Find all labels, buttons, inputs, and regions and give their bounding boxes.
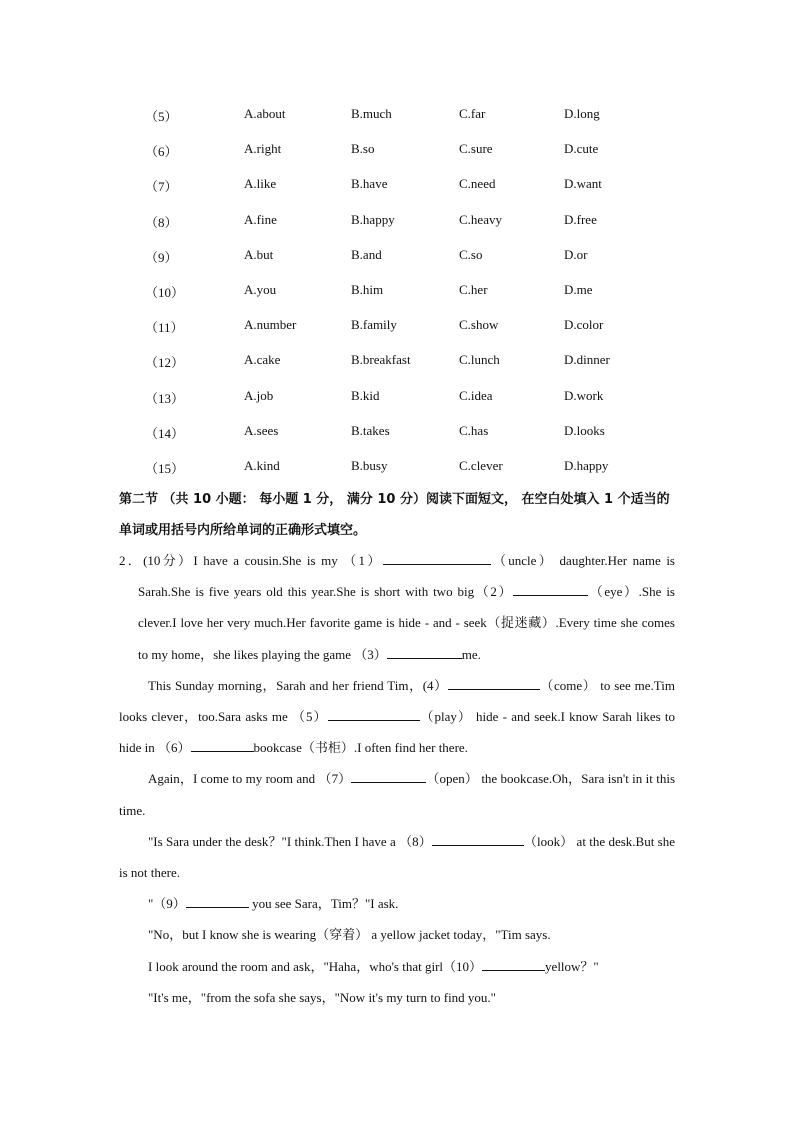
question-number: （6）	[145, 144, 178, 160]
answer-blank-8[interactable]	[432, 831, 524, 846]
answer-blank-1[interactable]	[383, 550, 491, 565]
choice-b[interactable]: B.him	[351, 281, 384, 297]
question-number: （14）	[145, 425, 185, 441]
question-number: （10）	[145, 284, 185, 300]
option-row	[0, 416, 794, 451]
answer-blank-6[interactable]	[191, 737, 254, 752]
choice-c[interactable]: C.show	[459, 317, 499, 333]
question-number: （9）	[145, 249, 178, 265]
choice-c[interactable]: C.her	[459, 281, 488, 297]
choice-d[interactable]: D.free	[564, 211, 597, 227]
choice-c[interactable]: C.clever	[459, 457, 503, 473]
answer-blank-10[interactable]	[482, 956, 545, 971]
choice-a[interactable]: A.like	[244, 176, 277, 192]
choice-d[interactable]: D.color	[564, 317, 604, 333]
choice-a[interactable]: A.fine	[244, 211, 277, 227]
answer-blank-9[interactable]	[186, 893, 249, 908]
choice-a[interactable]: A.sees	[244, 422, 279, 438]
choice-b[interactable]: B.breakfast	[351, 352, 411, 368]
option-row	[0, 99, 794, 134]
choice-b[interactable]: B.have	[351, 176, 388, 192]
choice-b[interactable]: B.busy	[351, 457, 388, 473]
choice-a[interactable]: A.you	[244, 281, 277, 297]
answer-blank-4[interactable]	[448, 675, 540, 690]
option-row	[0, 134, 794, 169]
question-number: （12）	[145, 355, 185, 371]
option-row	[0, 169, 794, 204]
passage-paragraph-5: "（9） you see Sara，Tim？"I ask.	[119, 888, 675, 919]
section-heading: 第二节 （共 10 小题： 每小题 1 分， 满分 10 分）阅读下面短文， 在空白处填入 1 个适当的单词或用括号内所给单词的正确形式填空。	[119, 492, 670, 538]
question-number: （5）	[145, 109, 178, 124]
choice-b[interactable]: B.happy	[351, 211, 395, 227]
choice-c[interactable]: C.idea	[459, 387, 493, 403]
question-number: （13）	[145, 390, 185, 406]
choice-d[interactable]: D.me	[564, 281, 593, 297]
options-table	[0, 99, 794, 486]
option-row	[0, 451, 794, 486]
passage-paragraph-7: I look around the room and ask，"Haha，who's that girl（10） yellow？"	[119, 951, 675, 982]
choice-d[interactable]: D.happy	[564, 457, 609, 473]
option-row	[0, 310, 794, 345]
answer-blank-2[interactable]	[513, 581, 588, 596]
passage-paragraph-1: 2．(10分）I have a cousin.She is my （1） （uncle） daughter.Her name is Sarah.She is five years old this year.She is short with two big（2） （eye）.She is clever.I love her very much.Her favorite game is hide - and - seek（捉迷藏）.Every time she comes to my home，she likes playing the game （3） me.	[119, 545, 675, 670]
choice-a[interactable]: A.job	[244, 387, 274, 403]
choice-c[interactable]: C.has	[459, 422, 489, 438]
cloze-passage	[119, 545, 675, 1013]
choice-b[interactable]: B.much	[351, 106, 392, 121]
passage-paragraph-2: This Sunday morning，Sarah and her friend Tim，(4） （come） to see me.Tim looks clever，too.Sara asks me （5） （play） hide - and seek.I know Sarah likes to hide in （6） bookcase（书柜）.I often find her there.	[119, 670, 675, 764]
passage-paragraph-8: "It's me，"from the sofa she says，"Now it's my turn to find you."	[148, 989, 496, 1005]
option-row	[0, 275, 794, 310]
question-number: （7）	[145, 179, 178, 195]
choice-b[interactable]: B.so	[351, 141, 375, 157]
choice-d[interactable]: D.cute	[564, 141, 599, 157]
choice-c[interactable]: C.far	[459, 106, 486, 121]
option-row	[0, 381, 794, 416]
choice-a[interactable]: A.right	[244, 141, 282, 157]
option-row	[0, 240, 794, 275]
choice-b[interactable]: B.family	[351, 317, 397, 333]
choice-c[interactable]: C.lunch	[459, 352, 500, 368]
option-row	[0, 205, 794, 240]
choice-b[interactable]: B.takes	[351, 422, 390, 438]
choice-c[interactable]: C.heavy	[459, 211, 502, 227]
choice-b[interactable]: B.kid	[351, 387, 380, 403]
choice-a[interactable]: A.about	[244, 106, 286, 121]
choice-d[interactable]: D.or	[564, 246, 588, 262]
question-number: （11）	[145, 320, 184, 336]
choice-a[interactable]: A.cake	[244, 352, 281, 368]
answer-blank-5[interactable]	[328, 706, 420, 721]
choice-c[interactable]: C.so	[459, 246, 483, 262]
answer-blank-7[interactable]	[351, 768, 426, 783]
passage-paragraph-3: Again，I come to my room and （7） （open） the bookcase.Oh，Sara isn't in it this time.	[119, 763, 675, 825]
choice-a[interactable]: A.number	[244, 317, 297, 333]
choice-d[interactable]: D.dinner	[564, 352, 610, 368]
choice-d[interactable]: D.want	[564, 176, 602, 192]
choice-c[interactable]: C.sure	[459, 141, 493, 157]
choice-d[interactable]: D.long	[564, 106, 600, 121]
choice-c[interactable]: C.need	[459, 176, 496, 192]
choice-a[interactable]: A.but	[244, 246, 274, 262]
choice-d[interactable]: D.looks	[564, 422, 605, 438]
passage-paragraph-4: "Is Sara under the desk？"I think.Then I have a （8） （look） at the desk.But she is not there.	[119, 826, 675, 888]
question-number: （15）	[145, 460, 185, 476]
choice-a[interactable]: A.kind	[244, 457, 280, 473]
choice-b[interactable]: B.and	[351, 246, 382, 262]
choice-d[interactable]: D.work	[564, 387, 604, 403]
answer-blank-3[interactable]	[387, 644, 462, 659]
question-number: （8）	[145, 214, 178, 230]
passage-paragraph-6: "No，but I know she is wearing（穿着） a yellow jacket today，"Tim says.	[148, 927, 551, 943]
option-row	[0, 345, 794, 380]
